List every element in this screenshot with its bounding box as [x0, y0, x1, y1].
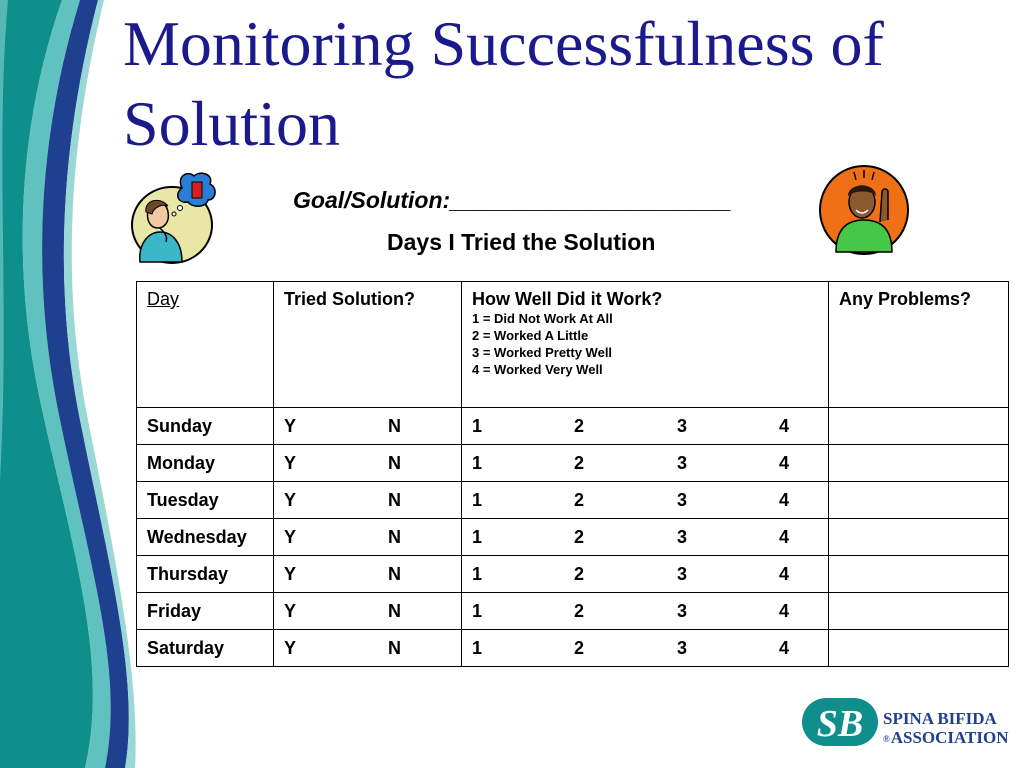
yes-option: Y: [284, 638, 297, 658]
table-header-row: [137, 282, 1009, 408]
yes-option: Y: [284, 453, 297, 473]
header-how-well: [462, 282, 829, 408]
rating-3: 3: [677, 601, 688, 621]
rating-3: 3: [677, 638, 688, 658]
day-cell: Friday: [137, 593, 274, 630]
rating-4: 4: [779, 453, 790, 473]
rating-3: 3: [677, 453, 688, 473]
no-option: N: [388, 416, 401, 436]
rating-cell: [462, 519, 829, 556]
header-how-well-label: How Well Did it Work?: [472, 289, 663, 309]
rating-4: 4: [779, 490, 790, 510]
scale-item-1: 1 = Did Not Work At All: [472, 311, 613, 326]
problems-cell: [829, 482, 1009, 519]
rating-1: 1: [472, 416, 483, 436]
rating-1: 1: [472, 527, 483, 547]
left-wave-decoration: [0, 0, 140, 768]
slide-title: Monitoring Successfulness of Solution: [123, 8, 884, 159]
day-cell: Wednesday: [137, 519, 274, 556]
no-option: N: [388, 490, 401, 510]
rating-3: 3: [677, 527, 688, 547]
problems-cell: [829, 556, 1009, 593]
rating-cell: [462, 556, 829, 593]
day-cell: Tuesday: [137, 482, 274, 519]
rating-2: 2: [574, 638, 585, 658]
table-row: [137, 408, 1009, 445]
rating-2: 2: [574, 453, 585, 473]
no-option: N: [388, 601, 401, 621]
rating-4: 4: [779, 416, 790, 436]
tried-cell: [274, 519, 462, 556]
logo-line-2: [883, 728, 1009, 749]
rating-2: 2: [574, 527, 585, 547]
rating-cell: [462, 408, 829, 445]
tried-cell: [274, 445, 462, 482]
problems-cell: [829, 593, 1009, 630]
rating-1: 1: [472, 564, 483, 584]
rating-4: 4: [779, 527, 790, 547]
problems-cell: [829, 408, 1009, 445]
tried-cell: [274, 556, 462, 593]
rating-cell: [462, 482, 829, 519]
rating-1: 1: [472, 601, 483, 621]
header-day: [137, 282, 274, 408]
yes-option: Y: [284, 527, 297, 547]
rating-cell: [462, 445, 829, 482]
registered-mark: ®: [883, 733, 890, 744]
yes-option: Y: [284, 416, 297, 436]
rating-3: 3: [677, 564, 688, 584]
no-option: N: [388, 527, 401, 547]
day-cell: Monday: [137, 445, 274, 482]
solution-tracking-table: [136, 281, 1009, 667]
table-row: [137, 482, 1009, 519]
problems-cell: [829, 445, 1009, 482]
rating-1: 1: [472, 453, 483, 473]
tried-cell: [274, 408, 462, 445]
rating-2: 2: [574, 564, 585, 584]
rating-1: 1: [472, 490, 483, 510]
rating-1: 1: [472, 638, 483, 658]
header-tried-solution: Tried Solution?: [274, 282, 462, 408]
day-cell: Sunday: [137, 408, 274, 445]
rating-cell: [462, 593, 829, 630]
rating-3: 3: [677, 416, 688, 436]
table-row: [137, 556, 1009, 593]
header-day-label: Day: [147, 289, 180, 309]
rating-cell: [462, 630, 829, 667]
goal-solution-label: Goal/Solution:______________________: [293, 187, 732, 213]
no-option: N: [388, 453, 401, 473]
person-thinking-icon: [130, 170, 220, 266]
days-tried-heading: Days I Tried the Solution: [387, 229, 656, 255]
problems-cell: [829, 519, 1009, 556]
tried-cell: [274, 482, 462, 519]
problems-cell: [829, 630, 1009, 667]
day-cell: Thursday: [137, 556, 274, 593]
rating-4: 4: [779, 564, 790, 584]
no-option: N: [388, 564, 401, 584]
day-cell: Saturday: [137, 630, 274, 667]
logo-monogram: SB: [816, 703, 864, 745]
scale-item-2: 2 = Worked A Little: [472, 328, 589, 343]
rating-2: 2: [574, 490, 585, 510]
logo-line-1: SPINA BIFIDA: [883, 709, 997, 728]
table-row: [137, 519, 1009, 556]
table-row: [137, 445, 1009, 482]
logo-line-2-text: ASSOCIATION: [890, 728, 1009, 747]
tried-cell: [274, 593, 462, 630]
yes-option: Y: [284, 601, 297, 621]
table-row: [137, 630, 1009, 667]
rating-4: 4: [779, 601, 790, 621]
rating-4: 4: [779, 638, 790, 658]
yes-option: Y: [284, 564, 297, 584]
rating-2: 2: [574, 416, 585, 436]
rating-3: 3: [677, 490, 688, 510]
person-idea-icon: [818, 162, 910, 256]
header-any-problems: Any Problems?: [829, 282, 1009, 408]
logo-text: [883, 709, 1009, 749]
table-row: [137, 593, 1009, 630]
tried-cell: [274, 630, 462, 667]
rating-2: 2: [574, 601, 585, 621]
no-option: N: [388, 638, 401, 658]
scale-item-3: 3 = Worked Pretty Well: [472, 345, 613, 360]
scale-item-4: 4 = Worked Very Well: [472, 362, 603, 377]
yes-option: Y: [284, 490, 297, 510]
